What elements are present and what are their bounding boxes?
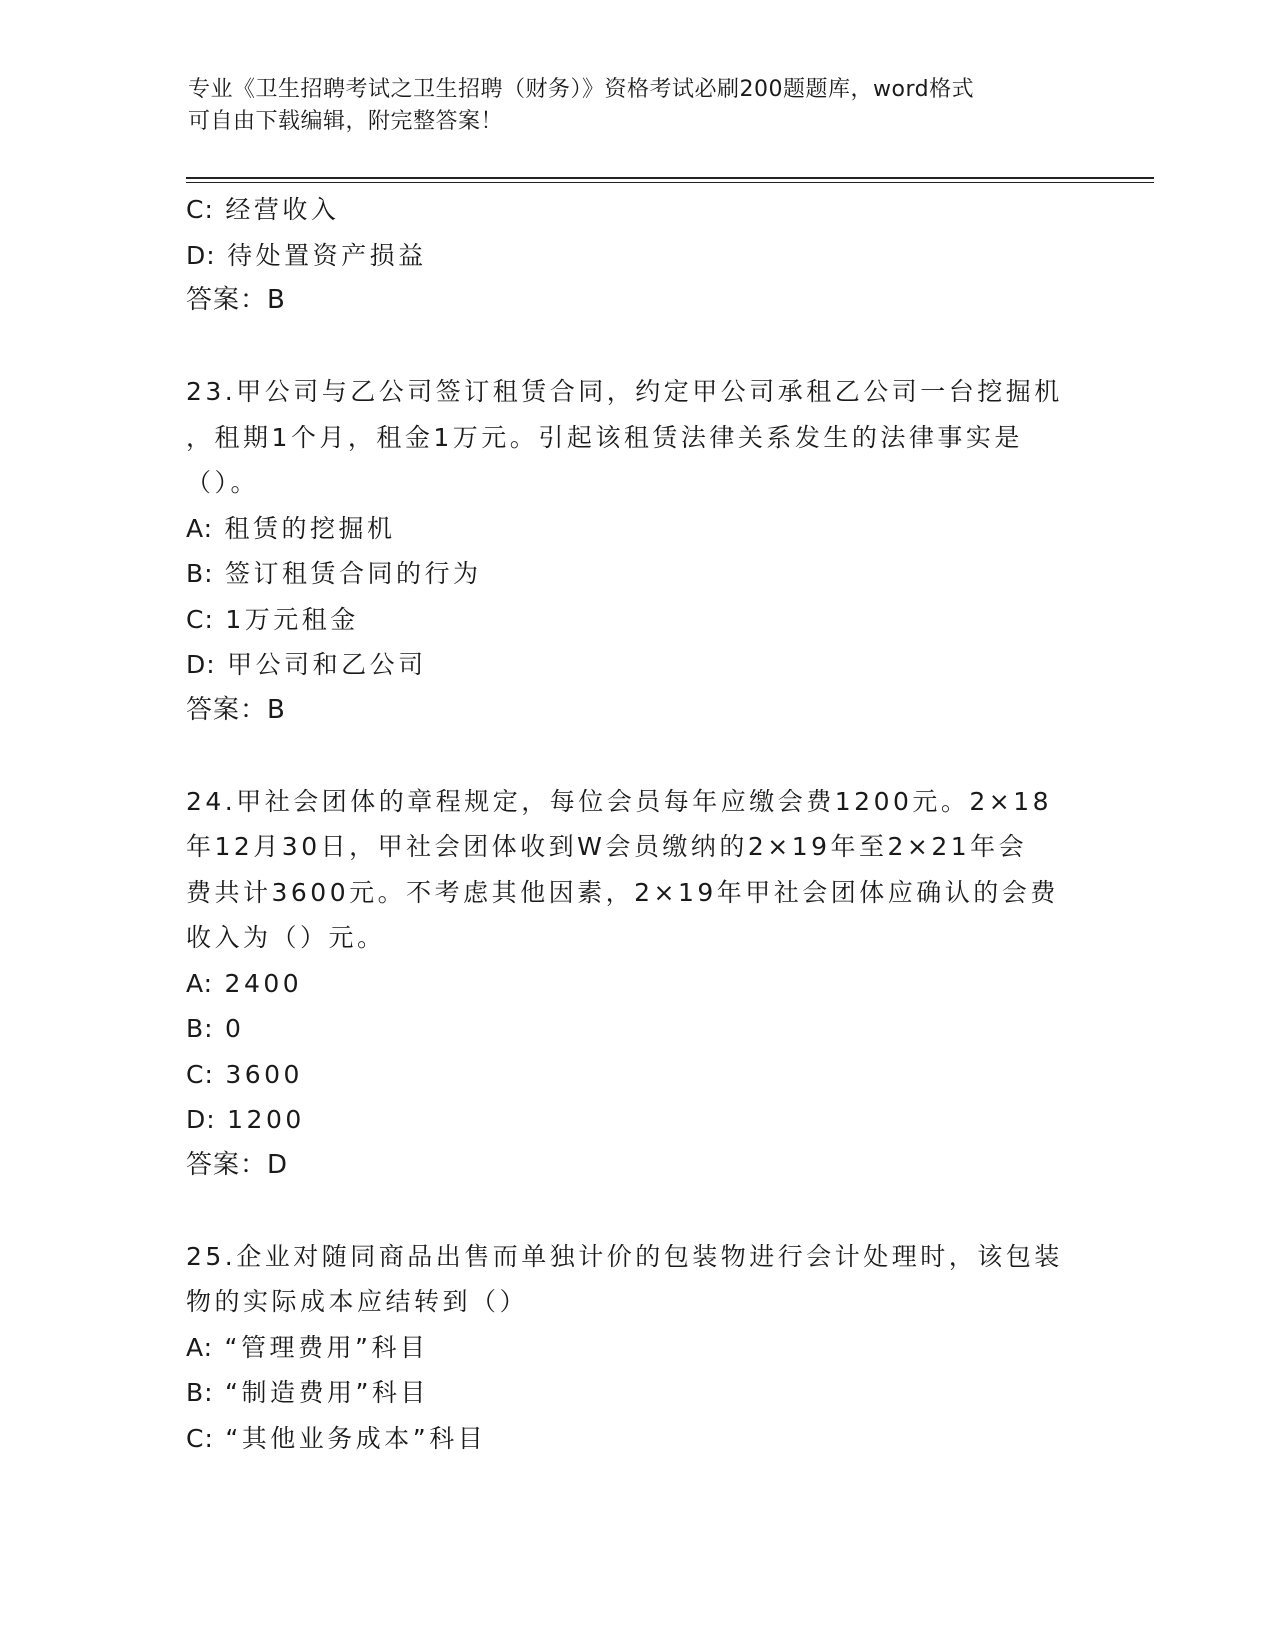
answer-line: 答案：B <box>186 285 286 315</box>
option-a <box>186 1325 1086 1371</box>
option-text: 甲公司和乙公司 <box>227 650 427 679</box>
option-label: A: <box>186 1332 214 1362</box>
option-a <box>186 961 1086 1007</box>
stem-line: 25.企业对随同商品出售而单独计价的包装物进行会计处理时，该包装 <box>186 1241 1063 1271</box>
spacer <box>186 1188 1086 1234</box>
option-text: 经营收入 <box>225 195 340 224</box>
stem-line: 24.甲社会团体的章程规定，每位会员每年应缴会费1200元。2×18 <box>186 786 1053 816</box>
option-label: C: <box>186 1059 214 1089</box>
option-b <box>186 1370 1086 1416</box>
header-line-2: 可自由下载编辑，附完整答案！ <box>188 109 504 134</box>
option-label: B: <box>186 1014 214 1043</box>
stem-line: 物的实际成本应结转到（） <box>186 1287 529 1316</box>
page-header <box>188 74 1068 138</box>
option-text: “其他业务成本”科目 <box>225 1423 487 1453</box>
question-stem <box>186 779 1086 961</box>
option-label: A: <box>186 513 214 543</box>
stem-line: ，租期1个月，租金1万元。引起该租赁法律关系发生的法律事实是 <box>186 422 1023 452</box>
option-a <box>186 506 1086 552</box>
spacer <box>186 324 1086 370</box>
option-c <box>186 1416 1086 1462</box>
option-text: “制造费用”科目 <box>225 1378 429 1407</box>
option-d <box>186 233 1086 279</box>
option-label: D: <box>186 1105 216 1134</box>
option-b <box>186 1006 1086 1052</box>
option-label: C: <box>186 1423 214 1453</box>
stem-line: 年12月30日，甲社会团体收到W会员缴纳的2×19年至2×21年会 <box>186 832 1028 861</box>
option-label: D: <box>186 650 216 679</box>
header-line-1: 专业《卫生招聘考试之卫生招聘（财务）》资格考试必刷200题题库，word格式 <box>188 77 975 102</box>
option-c <box>186 597 1086 643</box>
option-text: 1200 <box>227 1105 305 1134</box>
option-c <box>186 1052 1086 1098</box>
answer-line: 答案：D <box>186 1149 289 1180</box>
option-text: 0 <box>225 1014 245 1043</box>
option-label: C: <box>186 604 214 634</box>
stem-line: 23.甲公司与乙公司签订租赁合同，约定甲公司承租乙公司一台挖掘机 <box>186 377 1063 406</box>
stem-line: （）。 <box>186 468 260 497</box>
question-22-tail <box>186 187 1086 324</box>
option-d <box>186 642 1086 688</box>
stem-line: 费共计3600元。不考虑其他因素，2×19年甲社会团体应确认的会费 <box>186 877 1059 907</box>
option-text: 待处置资产损益 <box>227 240 427 270</box>
option-label: D: <box>186 240 216 270</box>
option-text: 租赁的挖掘机 <box>224 513 396 543</box>
option-label: B: <box>186 1378 214 1407</box>
option-text: 3600 <box>225 1059 303 1089</box>
question-25 <box>186 1234 1086 1462</box>
question-24 <box>186 779 1086 1189</box>
spacer <box>186 733 1086 779</box>
option-text: 1万元租金 <box>225 604 359 634</box>
option-label: B: <box>186 559 214 588</box>
question-stem <box>186 1234 1086 1325</box>
option-label: A: <box>186 968 214 998</box>
stem-line: 收入为（）元。 <box>186 923 386 952</box>
option-c <box>186 187 1086 233</box>
question-23 <box>186 369 1086 733</box>
option-b <box>186 551 1086 597</box>
option-text: “管理费用”科目 <box>224 1332 429 1362</box>
option-text: 签订租赁合同的行为 <box>225 559 482 588</box>
header-divider-thin <box>186 182 1154 183</box>
option-text: 2400 <box>224 968 303 998</box>
answer-line: 答案：B <box>186 694 286 725</box>
question-stem <box>186 369 1086 506</box>
option-label: C: <box>186 195 214 224</box>
header-divider-thick <box>186 177 1154 179</box>
option-d <box>186 1097 1086 1143</box>
document-body <box>186 187 1086 1461</box>
